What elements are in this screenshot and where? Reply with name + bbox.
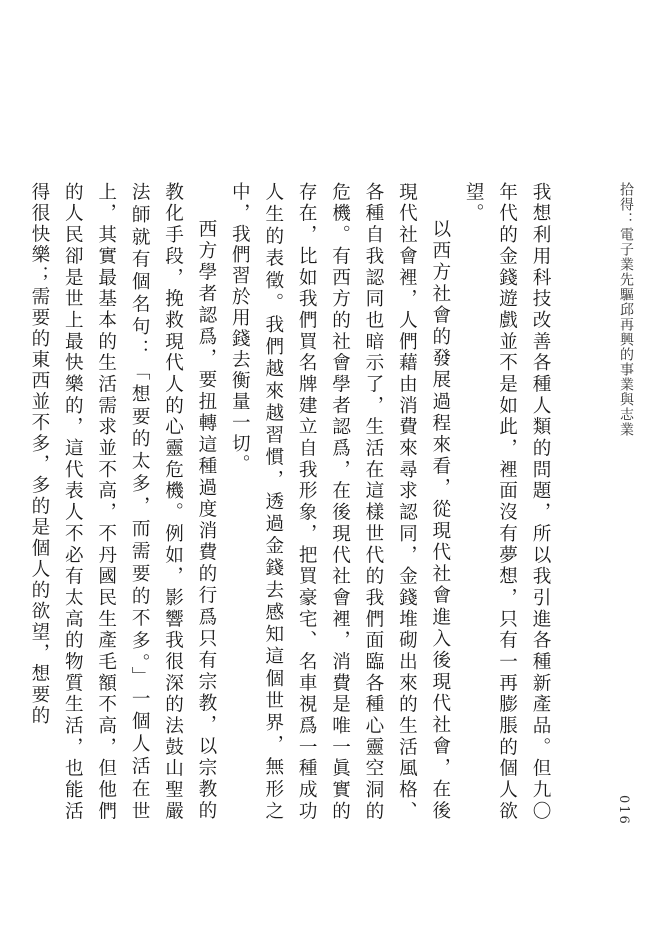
paragraph-3: 西方學者認爲，要扭轉這種過度消費的行爲只有宗教，以宗教的教化手段，挽救現代人的心靈危機。例如，影響我很深的法鼓山聖嚴法師就有個名句：「想要的太多，而需要的不多。」一個人活在世上，其實最基本的生活需求並不高，不丹國民生產毛額不高，但他們的人民卻是世上最快樂的，這代表人不必有太高的物質生活，也能活得很快樂；需要的東西並不多，多的是個人的欲望，想要的 bbox=[28, 182, 217, 822]
paragraph-2: 以西方社會的發展過程來看，從現代社會進入後現代社會，在後現代社會裡，人們藉由消費來尋求認同，金錢堆砌出來的生活風格、各種自我認同也暗示了，生活在這樣世代的我們面臨各種心靈空洞的危機。有西方的社會學者認爲，在後現代社會裡，消費是唯一眞實的存在，比如我們買名牌建立自我形象，把買豪宅、名車視爲一種成功人生的表徵。我們越來越習慣，透過金錢去感知這個世界，無形之中，我們習於用錢去衡量一切。 bbox=[229, 182, 451, 822]
body-text bbox=[28, 182, 557, 822]
page-number: 016 bbox=[616, 795, 631, 826]
paragraph-1: 我想利用科技改善各種人類的問題，所以我引進各種新產品。但九〇年代的金錢遊戲並不是如此，裡面沒有夢想，只有一再膨脹的個人欲望。 bbox=[463, 182, 551, 822]
running-head: 拾得：電子業先驅邱再興的事業與志業 bbox=[618, 182, 634, 437]
